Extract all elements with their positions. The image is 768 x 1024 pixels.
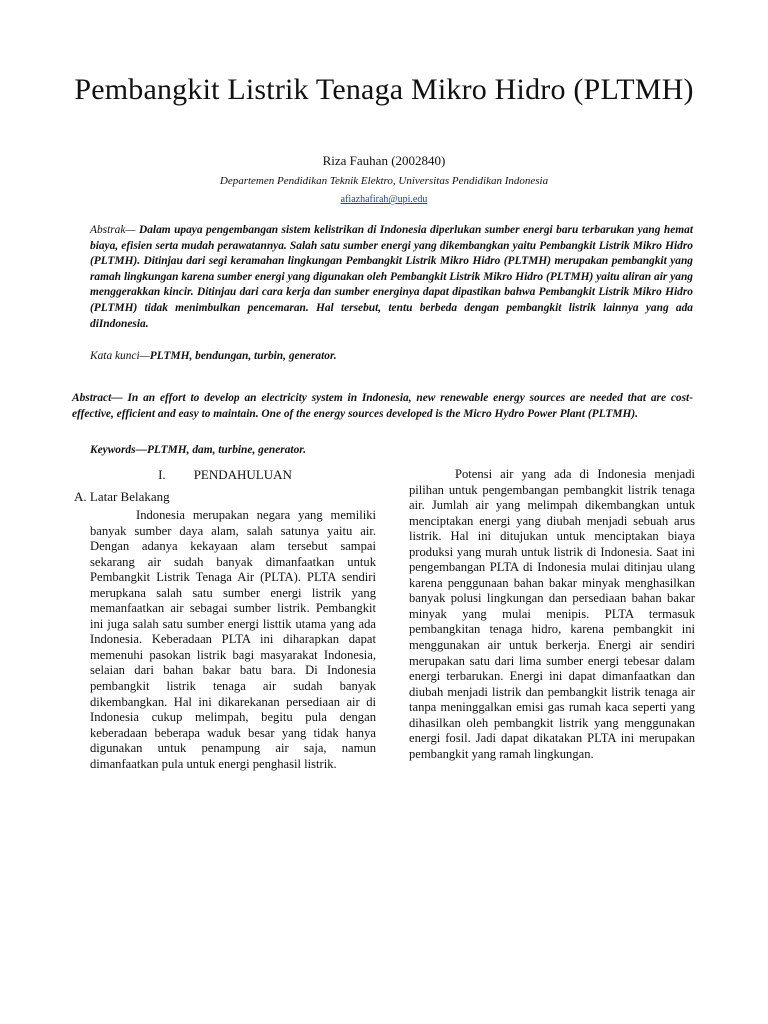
subsection-heading: A. Latar Belakang xyxy=(74,489,170,504)
keywords-text: PLTMH, dam, turbine, generator. xyxy=(146,444,306,456)
abstrak-paragraph xyxy=(90,223,693,332)
author-affiliation: Departemen Pendidikan Teknik Elektro, Universitas Pendidikan Indonesia xyxy=(219,175,549,187)
kata-kunci-lead: Kata kunci— xyxy=(90,350,150,362)
section-number: I. xyxy=(158,467,166,482)
abstract-paragraph xyxy=(72,391,693,422)
abstract-text: In an effort to develop an electricity system in Indonesia, new renewable energy sources are needed that are cost-effective, efficient and easy to maintain. One of the energy sources developed is the Micro Hydro Power Plant (PLTMH). xyxy=(72,392,693,420)
keywords-lead: Keywords— xyxy=(90,444,147,456)
body-paragraph-left: Indonesia merupakan negara yang memiliki banyak sumber daya alam, salah satunya yaitu air. Dengan adanya kekayaan alam tersebut sampai sekarang air sudah banyak dimanfaatkan untuk Pembangkit Listrik Tenaga Air (PLTA). PLTA sendiri merupkana salah satu sumber energi listrik yang memanfaatkan air sebagai sumber listrik. Pembangkit ini juga salah satu sumber energi listtik utama yang ada Indonesia. Keberadaan PLTA ini diharapkan dapat memenuhi pasokan listrik bagi masyarakat Indonesia, selaian dari bahan bakar batu bara. Di Indonesia pembangkit listrik tenaga air sudah banyak dikembangkan. Hal ini dikarekanan persediaan air di Indonesia cukup melimpah, begitu pula dengan keberadaan beberapa waduk besar yang tidak hanya digunakan untuk penampung air saja, namun dimanfaatkan pula untuk energi penghasil listrik. xyxy=(90,508,376,771)
body-paragraph-right: Potensi air yang ada di Indonesia menjadi pilihan untuk pengembangan pembangkit listrik tenaga air. Jumlah air yang melimpah dikembangkan untuk menciptakan energi yang diubah menjadi sebuah arus listrik. Hal ini ditujukan untuk menciptakan biaya produksi yang murah untuk listrik di Indonesia. Saat ini pengembangan PLTA di Indonesia mulai ditinjau ulang karena penggunaan bahan bakar minyak menghasilkan banyak polusi lingkungan dan persediaan bahan bakar minyak yang mulai menipis. PLTA termasuk pembangkitan tenaga hidro, karena pembangkit ini menggunakan air untuk berkerja. Energi air sendiri merupakan satu dari lima sumber energi tebesar dalam energi terbarukan. Energi ini dapat dimanfaatkan dan diubah menjadi listrik dan pembangkit listrik tenaga air tanpa meninggalkan emisi gas rumah kaca seperti yang dihasilkan oleh pembangkit listrik yang menggunakan energi fosil. Jadi dapat dikatakan PLTA ini merupakan pembangkit yang ramah lingkungan. xyxy=(409,467,695,761)
kata-kunci-text: PLTMH, bendungan, turbin, generator. xyxy=(149,350,337,362)
author-name: Riza Fauhan (2002840) xyxy=(322,153,446,168)
section-title: PENDAHULUAN xyxy=(193,467,292,482)
author-email-link[interactable]: afiazhafirah@upi.edu xyxy=(340,194,428,205)
abstrak-text: Dalam upaya pengembangan sistem kelistrikan di Indonesia diperlukan sumber energi baru terbarukan yang hemat biaya, efisien serta mudah perawatannya. Salah satu sumber energi yang dikembangkan yaitu Pembangkit Listrik Mikro Hidro (PLTMH). Ditinjau dari segi keramahan lingkungan Pembangkit Listrik Mikro Hidro (PLTMH) merupakan pembangkit yang ramah lingkungan karena sumber energi yang digunakan oleh Pembangkit Listrik Mikro Hidro (PLTMH) yaitu aliran air yang menggerakkan kincir. Ditinjau dari cara kerja dan sumber energinya dapat dipastikan bahwa Pembangkit Listrik Mikro Hidro (PLTMH) tidak menimbulkan pencemaran. Hal tersebut, tentu berbeda dengan pembangkit listrik lainnya yang ada diIndonesia. xyxy=(90,224,693,330)
paper-title: Pembangkit Listrik Tenaga Mikro Hidro (PLTMH) xyxy=(74,73,694,106)
kata-kunci-paragraph xyxy=(90,349,693,365)
keywords-paragraph xyxy=(90,443,693,459)
abstrak-lead: Abstrak— xyxy=(90,224,136,236)
section-heading xyxy=(74,467,376,483)
abstract-lead: Abstract— xyxy=(72,392,123,404)
